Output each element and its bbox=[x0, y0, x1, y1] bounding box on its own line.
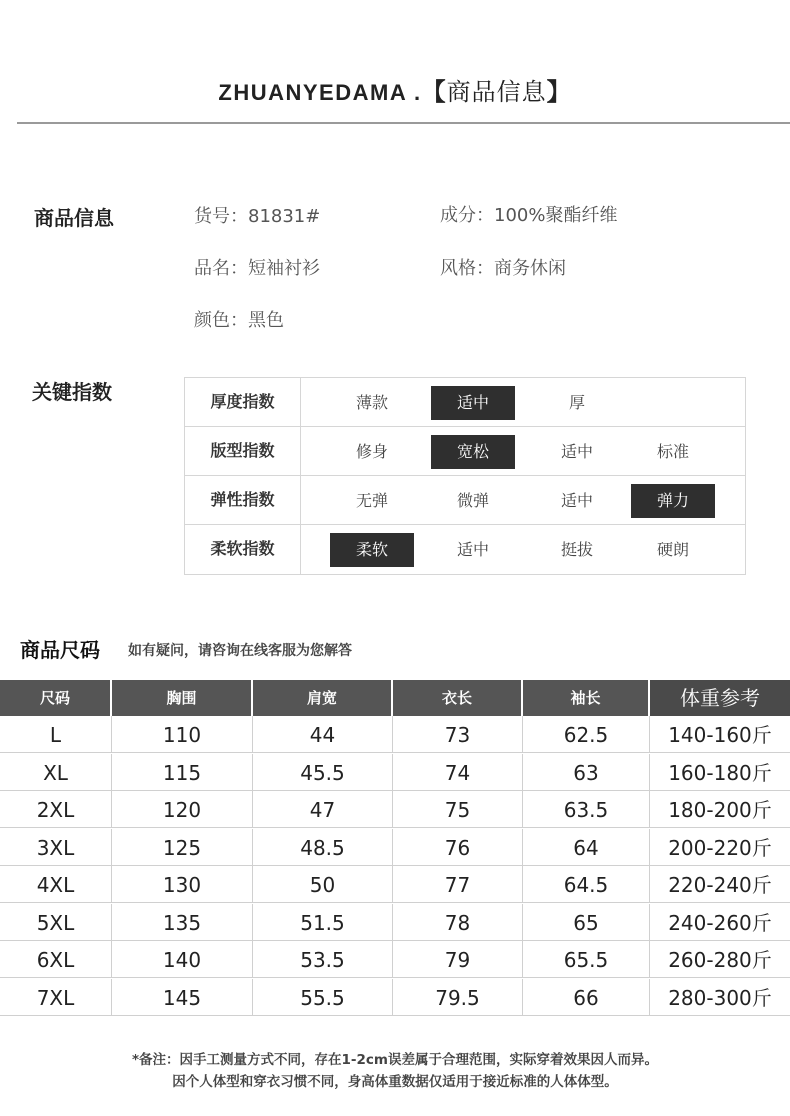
table-cell: 44 bbox=[253, 716, 393, 753]
table-row bbox=[0, 829, 790, 866]
index-option-selected: 柔软 bbox=[330, 533, 414, 567]
table-cell: L bbox=[0, 716, 112, 753]
table-cell: 4XL bbox=[0, 866, 112, 903]
index-row-label: 版型指数 bbox=[185, 427, 301, 475]
product-info-title: 商品信息 bbox=[34, 206, 114, 230]
column-header: 体重参考 bbox=[650, 680, 790, 716]
header-divider bbox=[17, 122, 790, 124]
table-row bbox=[0, 754, 790, 791]
table-cell: 78 bbox=[393, 904, 523, 941]
table-cell: 45.5 bbox=[253, 754, 393, 791]
table-cell: 145 bbox=[112, 979, 253, 1016]
table-cell: 280-300斤 bbox=[668, 985, 772, 1010]
material: 成分：100%聚酯纤维 bbox=[440, 205, 618, 226]
header-title: 商品信息 bbox=[446, 78, 547, 106]
index-option: 微弹 bbox=[456, 491, 489, 510]
column-header: 胸围 bbox=[112, 680, 253, 716]
table-cell: 51.5 bbox=[253, 904, 393, 941]
table-cell: 75 bbox=[393, 791, 523, 828]
index-option: 薄款 bbox=[355, 393, 388, 412]
color: 颜色：黑色 bbox=[194, 310, 284, 331]
bracket-close: 】 bbox=[546, 78, 572, 106]
table-cell: 115 bbox=[112, 754, 253, 791]
table-cell: 180-200斤 bbox=[668, 798, 772, 822]
table-cell: 7XL bbox=[0, 979, 112, 1016]
index-row bbox=[185, 427, 745, 476]
table-cell: 6XL bbox=[0, 941, 112, 978]
index-row bbox=[185, 476, 745, 525]
index-option: 修身 bbox=[355, 442, 388, 461]
size-table-header bbox=[0, 680, 790, 716]
table-cell: 63.5 bbox=[523, 791, 650, 828]
table-row bbox=[0, 791, 790, 828]
table-cell: 65.5 bbox=[523, 941, 650, 978]
table-cell: 2XL bbox=[0, 791, 112, 828]
index-row-label: 弹性指数 bbox=[185, 476, 301, 524]
key-index-grid bbox=[184, 377, 746, 575]
table-cell: 140 bbox=[112, 941, 253, 978]
table-row bbox=[0, 979, 790, 1016]
style: 风格：商务休闲 bbox=[440, 258, 566, 279]
column-header: 袖长 bbox=[523, 680, 650, 716]
table-cell: XL bbox=[0, 754, 112, 791]
table-cell: 65 bbox=[523, 904, 650, 941]
table-cell: 77 bbox=[393, 866, 523, 903]
size-section-subtitle: 如有疑问，请咨询在线客服为您解答 bbox=[128, 643, 352, 659]
index-row-label: 柔软指数 bbox=[185, 525, 301, 574]
index-option-selected: 宽松 bbox=[431, 435, 515, 469]
table-cell: 5XL bbox=[0, 904, 112, 941]
index-option: 适中 bbox=[560, 491, 593, 510]
table-cell: 240-260斤 bbox=[668, 910, 772, 935]
table-cell: 76 bbox=[393, 829, 523, 866]
table-cell: 3XL bbox=[0, 829, 112, 866]
table-cell: 47 bbox=[253, 791, 393, 828]
index-option-selected: 适中 bbox=[431, 386, 515, 420]
table-cell: 48.5 bbox=[253, 829, 393, 866]
index-option: 适中 bbox=[456, 540, 489, 559]
column-header: 衣长 bbox=[393, 680, 523, 716]
note-line-1: *备注：因手工测量方式不同，存在1-2cm误差属于合理范围，实际穿着效果因人而异。 bbox=[131, 1052, 659, 1068]
index-option: 硬朗 bbox=[656, 540, 689, 559]
index-option: 无弹 bbox=[355, 491, 388, 510]
table-cell: 220-240斤 bbox=[668, 873, 772, 897]
brand-name: ZHUANYEDAMA . bbox=[218, 80, 422, 105]
table-row bbox=[0, 866, 790, 903]
table-cell: 140-160斤 bbox=[668, 723, 772, 747]
table-cell: 50 bbox=[253, 866, 393, 903]
table-cell: 135 bbox=[112, 904, 253, 941]
size-section-title: 商品尺码 bbox=[20, 638, 100, 662]
key-index-title: 关键指数 bbox=[32, 380, 112, 404]
table-cell: 55.5 bbox=[253, 979, 393, 1016]
table-cell: 260-280斤 bbox=[668, 948, 772, 972]
table-cell: 64 bbox=[523, 829, 650, 866]
note-line-2: 因个人体型和穿衣习惯不同，身高体重数据仅适用于接近标准的人体体型。 bbox=[172, 1074, 618, 1090]
table-cell: 79 bbox=[393, 941, 523, 978]
item-number: 货号：81831# bbox=[194, 206, 321, 227]
table-cell: 125 bbox=[112, 829, 253, 866]
table-cell: 63 bbox=[523, 754, 650, 791]
column-header: 尺码 bbox=[0, 680, 112, 716]
table-cell: 130 bbox=[112, 866, 253, 903]
index-row bbox=[185, 378, 745, 427]
table-cell: 64.5 bbox=[523, 866, 650, 903]
table-cell: 110 bbox=[112, 716, 253, 753]
table-cell: 160-180斤 bbox=[668, 760, 772, 785]
index-row bbox=[185, 525, 745, 574]
table-cell: 200-220斤 bbox=[668, 835, 772, 860]
column-header: 肩宽 bbox=[253, 680, 393, 716]
index-option: 适中 bbox=[560, 442, 593, 461]
product-name: 品名：短袖衬衫 bbox=[194, 258, 320, 279]
table-cell: 62.5 bbox=[523, 716, 650, 753]
index-option: 标准 bbox=[656, 442, 689, 461]
index-option: 厚 bbox=[568, 393, 585, 412]
index-option: 挺拔 bbox=[560, 540, 593, 559]
index-option-selected: 弹力 bbox=[631, 484, 715, 518]
table-cell: 53.5 bbox=[253, 941, 393, 978]
page-header bbox=[0, 72, 790, 107]
table-cell: 66 bbox=[523, 979, 650, 1016]
table-cell: 73 bbox=[393, 716, 523, 753]
table-row bbox=[0, 716, 790, 753]
table-cell: 79.5 bbox=[393, 979, 523, 1016]
table-row bbox=[0, 904, 790, 941]
table-row bbox=[0, 941, 790, 978]
table-cell: 74 bbox=[393, 754, 523, 791]
index-row-label: 厚度指数 bbox=[185, 378, 301, 426]
table-cell: 120 bbox=[112, 791, 253, 828]
bracket-open: 【 bbox=[421, 78, 447, 106]
